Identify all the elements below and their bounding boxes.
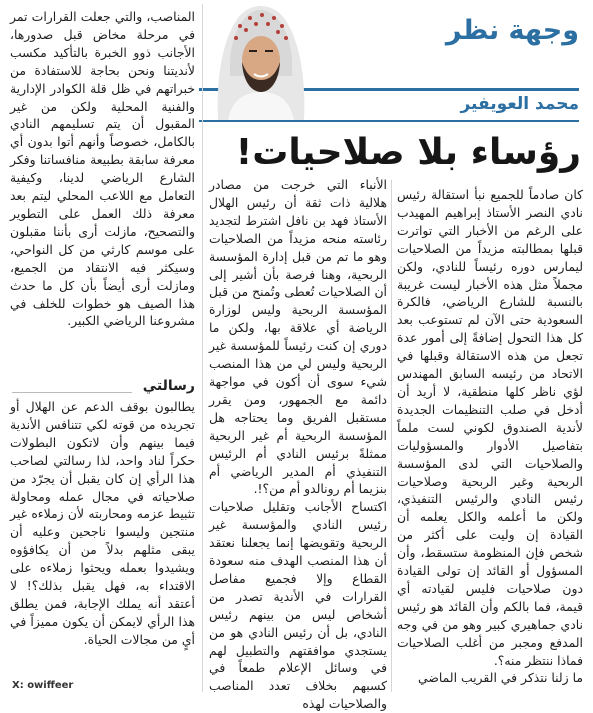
author-name: محمد العويفير	[460, 94, 579, 114]
article-column-middle: الأنباء التي خرجت من مصادر هلالية ذات ثقة أن رئيس الهلال الأستاذ فهد بن نافل اشترط لتجديد رئاسته منحه مزيداً من الصلاحيات وهو ما تم من قبل إدارة المؤسسة الربحية، وهنا فرصة بأن أشير إلى أن الصلاحيات تُعطى وتُمنح من قبل المؤسسة الربحية وليس لوزارة الرياضة أي علاقة بها، ولكن ما دوري إن كنت رئيساً للمؤسسة غير الربحية وليس لي من هذا المنصب شيء سوى أن أكون في مواجهة دائمة مع الجمهور، ومن يقرر مستقبل الفريق وما يحتاجه هل المؤسسة الربحية أم غير الربحية ممثلةً برئيس النادي أم الرئيس التنفيذي أم المدير الرياضي أم بنزيما أم رونالدو أم من؟!. اكتساح الأجانب وتقليل صلاحيات رئيس النادي والمؤسسة غير الربحية وتقويضها إنما يجعلنا نعتقد أن هذا المنصب الهدف منه سعودة القطاع وإلا فجميع مفاصل القرارات في الأندية تصدر من أشخاص ليس من بينهم رئيس النادي، بل أن رئيس النادي هو من يستجدي موافقتهم والتطبيل لهم في وسائل الإعلام طمعاً في كسبهم بخلاف تعدد المناصب والصلاحيات لهذه	[209, 177, 387, 712]
headline: رؤساء بلا صلاحيات!	[235, 132, 581, 173]
column-name: وجهة نظر	[445, 15, 579, 46]
article-column-left: المناصب، والتي جعلت القرارات تمر في مرحلة مخاض قبل صدورها، الأجانب ذوو الخبرة بالتأكيد مكسب لأنديتنا ونحن بحاجة للاستفادة من خبراتهم في ظل قلة الكوادر الإدارية والفنية المحلية ولكن من غير المقبول أن يتم تسليمهم النادي بالكامل، خصوصاً وأنهم أتوا بدون أي معرفة سابقة بطبيعة منافساتنا وفكر الشارع الرياضي لدينا، وكيفية التعامل مع اللاعب المحلي ليتم بعد معرفة ذلك العمل على التطوير والتصحيح، مازلت أرى بأننا مقبلون على موسم كارثي من كل النواحي، وسيكثر فيه الانتقاد من الجميع، ومازلت أرى أيضاً بأن كل ما حدث هذا الصيف هو خطوات للخلف في مشروعنا الرياضي الكبير.	[10, 9, 195, 329]
author-portrait	[210, 0, 310, 120]
section-rule	[12, 392, 132, 393]
article-column-right: كان صادماً للجميع نبأ استقالة رئيس نادي النصر الأستاذ إبراهيم المهيدب على الرغم من الأخبار التي تواترت قبلها بمطالبته مزيداً من الصلاحيات ليمارس دوره رئيساً للنادي، ولكن مجملاً مثل هذه الأخبار ليست غريبة بالنسبة للشارع الرياضي، فالكرة السعودية حتى الآن لم تستوعب بعد كل هذا التحول إضافةً إلى أمور عدة تجعل من هذه الاستقالة وقبلها في الاتحاد من رئيسه السابق المهندس لؤي ناظر كلها منطقية، لا أريد أن أدخل في صلب التنظيمات الجديدة لأندية الصندوق لكوني لست ملماً بتفاصيل الأدوار والمسؤوليات والصلاحيات التي لدى المؤسسة الربحية وغير الربحية وصلاحيات رئيس النادي والرئيس التنفيذي، ولكن ما أعلمه والكل يعلمه أن القيادة إن وليت على أكثر من شخص فإن المنظومة ستسقط، وأن المسؤول أو القائد إن تولى القيادة دون صلاحيات فليس لقيادته أي قيمة، فما بالكم وأن القائد هو رئيس نادي جماهيري كبير وهو من في وجه المدفع ومجبر من أغلب الصلاحيات فماذا ننتظر منه؟. ما زلنا نتذكر في القريب الماضي	[397, 187, 583, 686]
social-handle: X: owiffeer	[12, 680, 74, 691]
column-separator	[202, 4, 203, 692]
header-rule-bottom	[199, 120, 579, 122]
message-column: يطالبون بوقف الدعم عن الهلال أو تجريده من قوته لكي تتنافس الأندية فيما بينهم وأن لاتكون البطولات حكراً لناد واحد، لذا رسالتي لصاحب هذا الرأي إن كان يقبل أن يجرّد من صلاحياته في مجال عمله ومحاولة تثبيط عزمه ومحاربته لأن زملاءه غير منتجين وليسوا ناجحين وعليه أن يبقى مثلهم بدلاً من أن يكافؤوه ويشيدوا بعمله ويحثوا زملاءه على الاقتداء به، فهل يقبل بذلك؟! لا أعتقد أنه يملك الإجابة، فمن يطلق هذا الرأي لايمكن أن يكون مميزاً في أيٍ من مجالات الحياة.	[10, 399, 195, 647]
section-title: رسالتي	[142, 378, 195, 394]
column-separator	[391, 180, 392, 692]
